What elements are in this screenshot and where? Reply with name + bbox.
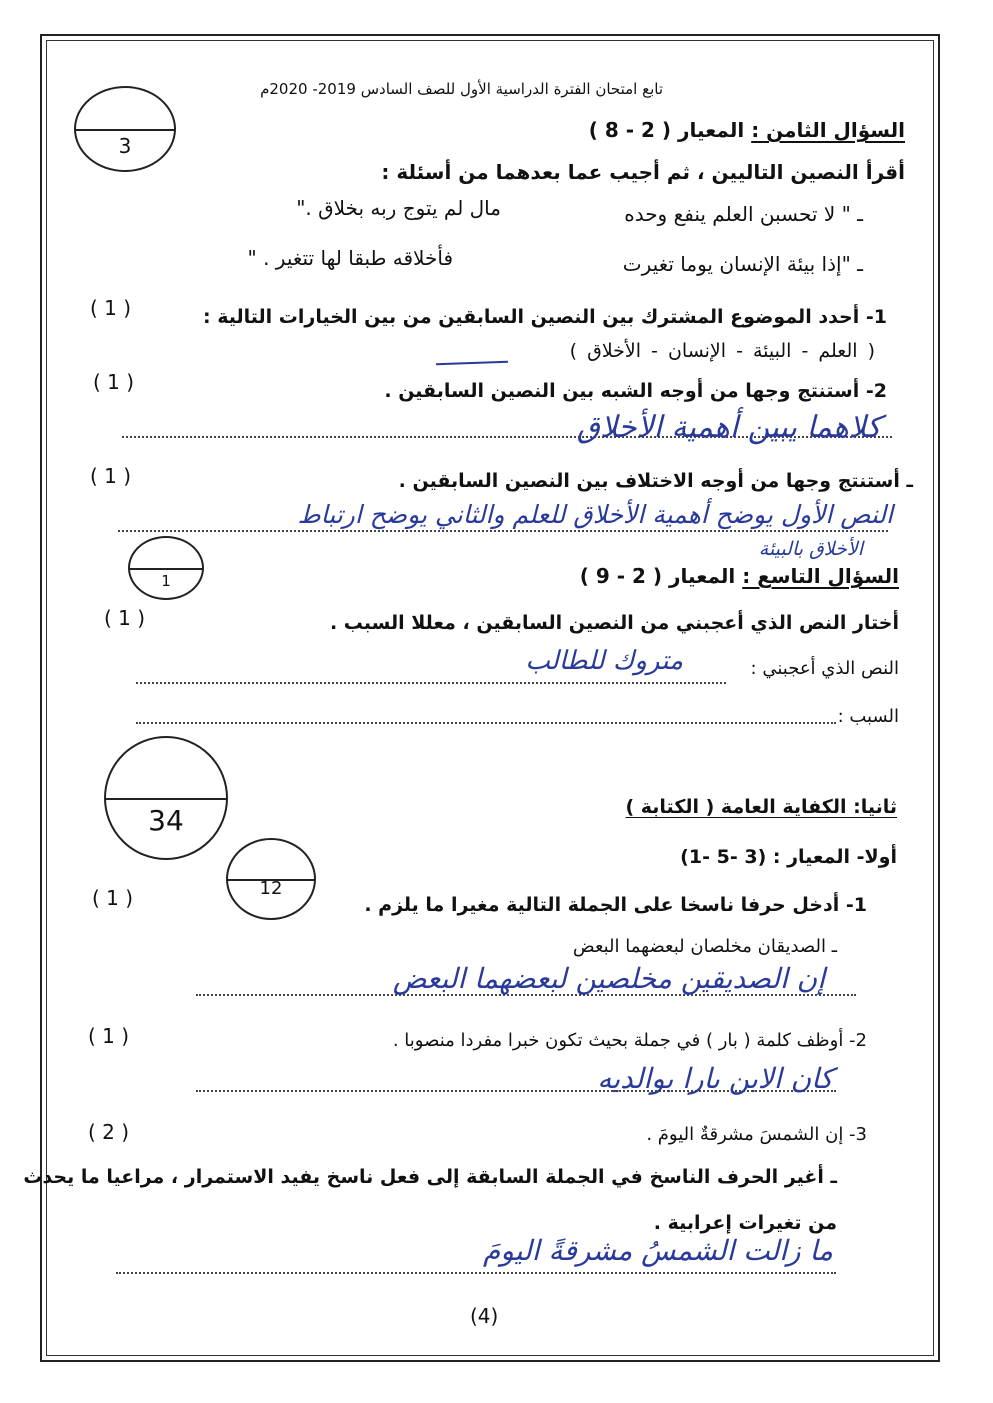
q8-text1b: مال لم يتوج ربه بخلاق ." — [296, 196, 501, 220]
score-value: 12 — [259, 878, 283, 899]
page-frame-inner — [46, 40, 934, 1356]
part2-item3-task1: ـ أغير الحرف الناسخ في الجملة السابقة إلى فعل ناسخ يفيد الاستمرار ، مراعيا ما يحدث — [23, 1166, 837, 1188]
score-circle-total — [104, 736, 228, 860]
part2-title: ثانيا: الكفاية العامة ( الكتابة ) — [625, 796, 897, 818]
score-value: 34 — [148, 804, 184, 837]
q8-item3-answer-line1: النص الأول يوضح أهمية الأخلاق للعلم والثاني يوضح ارتباط — [297, 500, 893, 529]
q9-criterion: المعيار ( 2 - 9 ) — [579, 564, 736, 588]
q8-criterion: المعيار ( 2 - 8 ) — [588, 118, 745, 142]
answer-line — [136, 682, 726, 684]
q8-item2: 2- أستنتج وجها من أوجه الشبه بين النصين السابقين . — [384, 380, 887, 402]
score-value: 3 — [118, 134, 132, 158]
q8-text2a: ـ "إذا بيئة الإنسان يوما تغيرت — [622, 252, 863, 276]
q8-item2-answer: كلاهما يبين أهمية الأخلاق — [576, 410, 881, 445]
page-number: (4) — [470, 1304, 499, 1328]
answer-line — [136, 722, 836, 724]
q9-title: السؤال التاسع : — [742, 564, 899, 588]
q8-instruction: أقرأ النصين التاليين ، ثم أجيب عما بعدهما من أسئلة : — [381, 160, 905, 184]
q8-item3-mark: ( 1 ) — [90, 464, 132, 488]
q8-item3-answer-line2: الأخلاق بالبيئة — [758, 538, 863, 560]
q8-text1a: ـ " لا تحسبن العلم ينفع وحده — [624, 202, 863, 226]
q8-item1-mark: ( 1 ) — [90, 296, 132, 320]
part2-item1-sentence: ـ الصديقان مخلصان لبعضهما البعض — [572, 936, 837, 957]
q8-title: السؤال الثامن : — [751, 118, 905, 142]
score-divider — [130, 568, 202, 570]
q8-heading — [589, 118, 905, 142]
part2-item3-answer: ما زالت الشمسُ مشرقةً اليومَ — [482, 1234, 833, 1267]
part2-item1-mark: ( 1 ) — [92, 886, 134, 910]
part2-item3: 3- إن الشمسَ مشرقةٌ اليومَ . — [646, 1124, 867, 1145]
answer-line — [116, 1272, 836, 1274]
q9-reason-label: السبب : — [837, 706, 899, 727]
q9-liked-label: النص الذي أعجبني : — [750, 658, 899, 679]
q8-item2-mark: ( 1 ) — [93, 370, 135, 394]
q8-item3: ـ أستنتج وجها من أوجه الاختلاف بين النصين السابقين . — [398, 470, 913, 492]
q9-liked-answer: متروك للطالب — [525, 646, 683, 676]
score-circle-part1 — [226, 838, 316, 920]
exam-header: تابع امتحان الفترة الدراسية الأول للصف السادس 2019- 2020م — [260, 80, 663, 98]
q8-item1: 1- أحدد الموضوع المشترك بين النصين السابقين من بين الخيارات التالية : — [203, 306, 887, 328]
answer-line — [118, 530, 888, 532]
q9-mark: ( 1 ) — [104, 606, 146, 630]
part2-criterion: أولا- المعيار : (3 -5 -1) — [680, 846, 897, 868]
part2-item2-mark: ( 1 ) — [88, 1024, 130, 1048]
q8-options: ( العلم - البيئة - الإنسان - الأخلاق ) — [569, 340, 875, 362]
q8-text2b: فأخلاقه طبقا لها تتغير . " — [247, 246, 453, 270]
score-value: 1 — [161, 572, 171, 590]
part2-item1: 1- أدخل حرفا ناسخا على الجملة التالية مغيرا ما يلزم . — [364, 894, 867, 916]
part2-item3-task2: من تغيرات إعرابية . — [653, 1212, 837, 1234]
score-circle-q9 — [128, 536, 204, 600]
q9-instruction: أختار النص الذي أعجبني من النصين السابقين ، معللا السبب . — [329, 612, 899, 634]
score-circle-q8 — [74, 86, 176, 172]
part2-item2: 2- أوظف كلمة ( بار ) في جملة بحيث تكون خبرا مفردا منصوبا . — [392, 1030, 867, 1051]
part2-item1-answer: إن الصديقين مخلصين لبعضهما البعض — [392, 962, 825, 995]
q9-heading — [580, 564, 899, 588]
part2-item3-mark: ( 2 ) — [88, 1120, 130, 1144]
score-divider — [106, 798, 226, 800]
part2-item2-answer: كان الابن بارا بوالديه — [597, 1062, 833, 1095]
score-divider — [76, 129, 174, 131]
